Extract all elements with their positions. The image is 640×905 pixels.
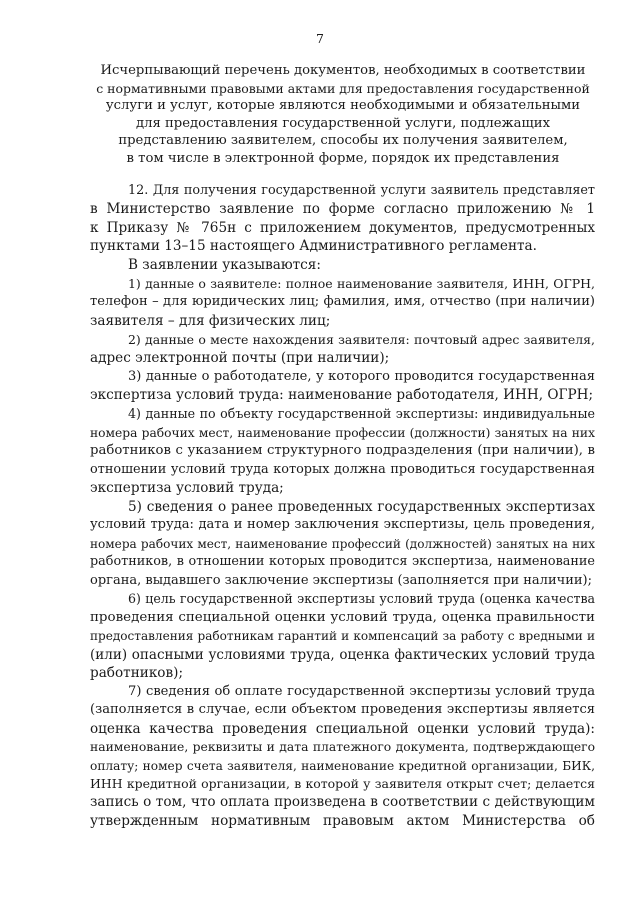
- text-line: 6) цель государственной экспертизы условий труда (оценка качества: [128, 591, 595, 607]
- paragraph: [90, 498, 595, 590]
- paragraph: [90, 275, 595, 330]
- text-line: утвержденным нормативным правовым актом Министерства об: [90, 812, 595, 829]
- text-line: экспертиза условий труда: наименование работодателя, ИНН, ОГРН;: [90, 387, 594, 404]
- text-line: 5) сведения о ранее проведенных государственных экспертизах: [128, 498, 595, 515]
- title-line: услуги и услуг, которые являются необходимыми и обязательными: [105, 98, 581, 114]
- paragraph: [90, 368, 595, 405]
- text-line: 4) данные по объекту государственной экспертизы: индивидуальные: [128, 406, 595, 422]
- text-line: номера рабочих мест, наименование профессии (должности) занятых на них: [90, 425, 595, 440]
- text-line: 3) данные о работодателе, у которого проводится государственная: [128, 369, 595, 385]
- paragraph: [90, 331, 595, 368]
- text-line: к Приказу № 765н с приложением документов, предусмотренных: [90, 219, 595, 236]
- text-line: 2) данные о месте нахождения заявителя: почтовый адрес заявителя,: [128, 331, 595, 347]
- paragraph: [90, 256, 595, 274]
- text-line: оплату; номер счета заявителя, наименование кредитной организации, БИК,: [90, 758, 595, 773]
- title-line: для предоставления государственной услуги, подлежащих: [135, 115, 551, 131]
- text-line: адрес электронной почты (при наличии);: [90, 350, 390, 367]
- text-line: оценка качества проведения специальной оценки условий труда):: [90, 720, 595, 737]
- page-number: 7: [316, 31, 324, 46]
- text-line: 7) сведения об оплате государственной экспертизы условий труда: [128, 683, 595, 699]
- text-line: 1) данные о заявителе: полное наименование заявителя, ИНН, ОГРН,: [128, 276, 595, 292]
- paragraph: [90, 590, 595, 682]
- text-line: запись о том, что оплата произведена в соответствии с действующим: [90, 794, 595, 811]
- text-line: работников с указанием структурного подразделения (при наличии), в: [90, 443, 595, 459]
- title-line: с нормативными правовыми актами для предоставления государственной: [96, 80, 590, 96]
- text-line: органа, выдавшего заключение экспертизы (заполняется при наличии);: [90, 572, 592, 588]
- text-line: в Министерство заявление по форме согласно приложению № 1: [90, 201, 595, 218]
- text-line: ИНН кредитной организации, в которой у заявителя открыт счет; делается: [90, 776, 595, 791]
- text-line: работников);: [90, 665, 184, 682]
- text-line: 12. Для получения государственной услуги заявитель представляет: [128, 183, 595, 198]
- text-line: работников, в отношении которых проводится экспертиза, наименование: [90, 554, 595, 570]
- text-line: телефон – для юридических лиц; фамилия, имя, отчество (при наличии): [90, 294, 595, 310]
- text-line: В заявлении указываются:: [128, 257, 321, 274]
- text-line: (заполняется в случае, если объектом проведения экспертизы является: [90, 702, 595, 718]
- text-line: наименование, реквизиты и дата платежного документа, подтверждающего: [90, 740, 595, 755]
- paragraph: [90, 182, 595, 256]
- title-line: в том числе в электронной форме, порядок их представления: [126, 150, 560, 166]
- text-line: условий труда: дата и номер заключения экспертизы, цель проведения,: [90, 517, 595, 533]
- text-line: пунктами 13–15 настоящего Административного регламента.: [90, 238, 537, 255]
- text-line: заявителя – для физических лиц;: [90, 312, 331, 329]
- paragraph: [90, 683, 595, 830]
- text-line: номера рабочих мест, наименование профессий (должностей) занятых на них: [90, 536, 595, 551]
- text-line: предоставления работникам гарантий и компенсаций за работу с вредными и: [90, 629, 595, 644]
- text-line: экспертиза условий труда;: [90, 480, 284, 496]
- paragraph: [90, 405, 595, 497]
- text-line: отношении условий труда которых должна проводиться государственная: [90, 461, 595, 477]
- text-line: (или) опасными условиями труда, оценка фактических условий труда: [90, 646, 595, 663]
- title-line: Исчерпывающий перечень документов, необходимых в соответствии: [100, 63, 586, 78]
- document-body: [90, 182, 595, 830]
- section-title: [95, 62, 591, 168]
- title-line: представлению заявителем, способы их получения заявителем,: [118, 133, 568, 149]
- text-line: проведения специальной оценки условий труда, оценка правильности: [90, 609, 595, 625]
